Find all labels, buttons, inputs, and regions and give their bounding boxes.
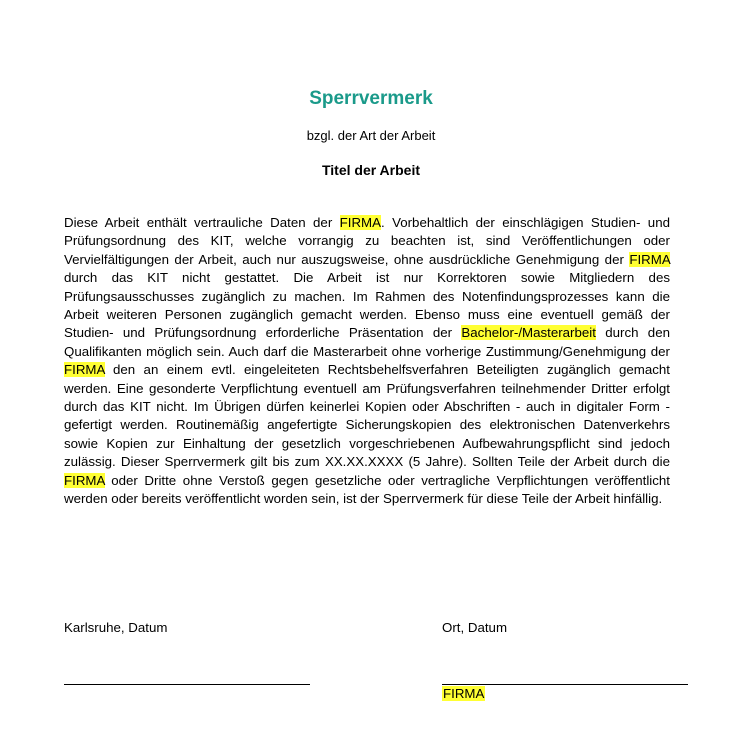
highlight-company: FIRMA	[64, 362, 105, 378]
text-segment: durch das KIT nicht gestattet. Die Arbeit ist nur Korrektoren sowie Mitgliedern des Prüfungsausschusses zugänglich zu machen. Im Rahmen des Notenfindungsprozesses kann die Arbeit weiteren Personen zugänglich gemacht werden. Ebenso muss eine eventuell gemäß der Studien- und Prüfungsordnung erforderliche Präsentation der	[64, 270, 670, 341]
work-title: Titel der Arbeit	[321, 162, 421, 178]
signature-line-right	[442, 684, 688, 685]
signature-line-left	[64, 684, 310, 685]
text-segment: den an einem evtl. eingeleiteten Rechtsbehelfsverfahren Beteiligten zugänglich gemacht werden. Eine gesonderte Verpflichtung eventuell am Prüfungsverfahren teilnehmender Dritter erfolgt durch das KIT nicht. Im Übrigen dürfen keinerlei Kopien oder Abschriften - auch in digitaler Form - gefertigt werden. Routinemäßig angefertigte Sicherungskopien des elektronischen Datenverkehrs sowie Kopien zur Einhaltung der gesetzlich vorgeschriebenen Aufbewahrungspflicht sind jedoch zulässig. Dieser Sperrvermerk gilt bis zum XX.XX.XXXX (5 Jahre). Sollten Teile der Arbeit durch die	[64, 362, 670, 470]
document-title: Sperrvermerk	[309, 88, 433, 109]
signature-company: FIRMA	[443, 686, 485, 701]
confidentiality-text	[64, 214, 670, 509]
text-segment: . Vorbehaltlich der einschlägigen Studien- und Prüfungsordnung des KIT, welche vorrangig zu beachten ist, sind Veröffentlichungen oder Vervielfältigungen der Arbeit, auch nur auszugsweise, ohne ausdrückliche Genehmigung der	[64, 215, 670, 267]
text-segment: Diese Arbeit enthält vertrauliche Daten der	[64, 215, 340, 230]
text-segment: oder Dritte ohne Verstoß gegen gesetzliche oder vertragliche Verpflichtungen veröffentlicht werden oder bereits veröffentlicht worden sein, ist der Sperrvermerk für diese Teile der Arbeit hinfällig.	[64, 472, 670, 507]
text-segment: durch den Qualifikanten möglich sein. Auch darf die Masterarbeit ohne vorherige Zustimmung/Genehmigung der	[64, 325, 670, 359]
highlight-company: FIRMA	[64, 472, 105, 488]
document-subtitle: bzgl. der Art der Arbeit	[306, 128, 436, 143]
signature-label-right: Ort, Datum	[442, 620, 508, 635]
highlight-company: FIRMA	[339, 215, 382, 230]
highlight-thesis-type: Bachelor-/Masterarbeit	[461, 325, 596, 341]
highlight-company: FIRMA	[629, 251, 670, 267]
signature-label-left: Karlsruhe, Datum	[64, 620, 168, 635]
